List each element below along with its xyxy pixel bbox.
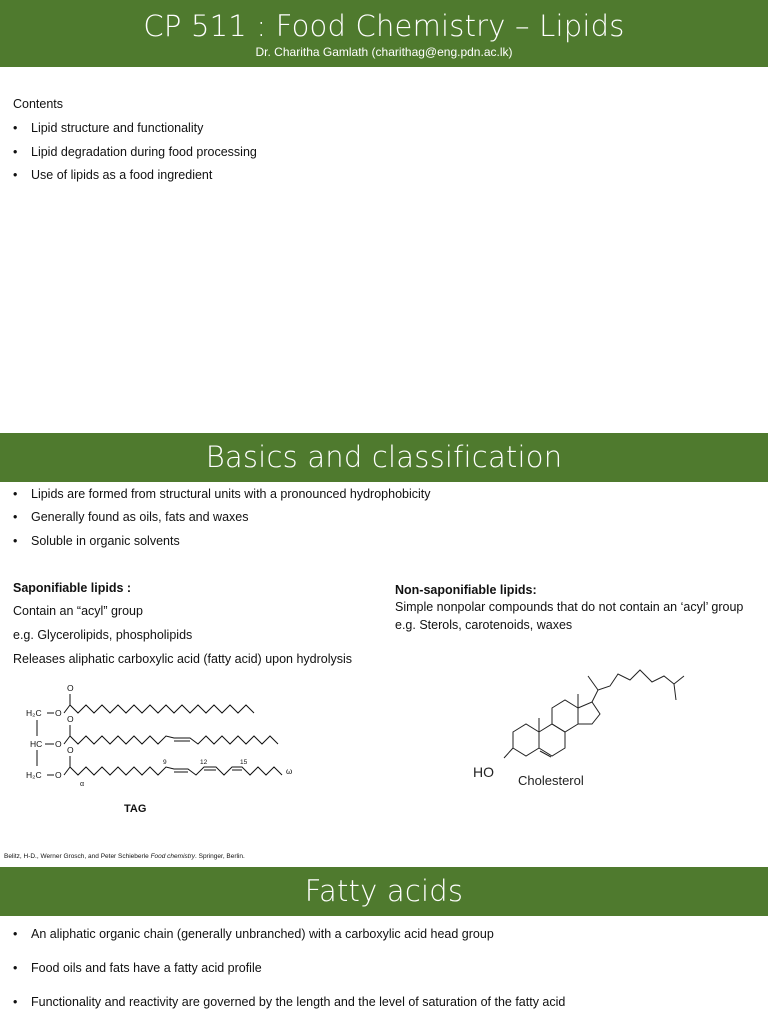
chain-2 xyxy=(70,736,278,744)
ring-a xyxy=(513,724,539,756)
reference-title: Food chemistry xyxy=(150,853,195,860)
ring-d xyxy=(578,702,600,724)
contents-item-2 xyxy=(13,145,257,160)
h2c-top-label: H₂C xyxy=(26,708,42,718)
slide1-title: CP 511 : Food Chemistry – Lipids xyxy=(143,9,625,43)
alpha-label: α xyxy=(80,781,85,788)
bullet: • xyxy=(13,534,18,548)
ester-bond xyxy=(64,767,70,775)
basics-item-3 xyxy=(13,534,180,549)
chain-1 xyxy=(70,705,254,713)
o-label: O xyxy=(55,708,62,718)
saponifiable-line-3: Releases aliphatic carboxylic acid (fatty acid) upon hydrolysis xyxy=(13,652,353,666)
position-15-label: 15 xyxy=(240,759,248,766)
contents-item-1-text: Lipid structure and functionality xyxy=(31,121,204,135)
bullet: • xyxy=(13,995,18,1009)
basics-item-1-text: Lipids are formed from structural units with a pronounced hydrophobicity xyxy=(31,487,431,501)
o-label: O xyxy=(55,739,62,749)
fatty-acids-item-1-text: An aliphatic organic chain (generally unbranched) with a carboxylic acid head group xyxy=(31,927,494,941)
non-saponifiable-line-1: Simple nonpolar compounds that do not contain an ‘acyl’ group xyxy=(395,600,744,614)
ester-bond xyxy=(64,736,70,744)
o-label: O xyxy=(67,714,74,724)
o-label: O xyxy=(55,770,62,780)
contents-heading: Contents xyxy=(13,97,64,111)
bullet: • xyxy=(13,168,18,182)
slide2-title: Basics and classification xyxy=(205,440,563,474)
side-chain-methyl xyxy=(674,684,676,700)
bullet: • xyxy=(13,961,18,975)
h2c-bottom-label: H₂C xyxy=(26,770,42,780)
hc-label: HC xyxy=(30,739,43,749)
tag-caption: TAG xyxy=(124,803,147,815)
bullet: • xyxy=(13,487,18,501)
saponifiable-line-1: Contain an “acyl” group xyxy=(13,604,143,618)
ring-c xyxy=(552,700,578,732)
bullet: • xyxy=(13,145,18,159)
fatty-acids-item-1 xyxy=(13,927,494,942)
tag-structure-figure xyxy=(20,680,310,820)
basics-item-2 xyxy=(13,510,248,525)
contents-item-3-text: Use of lipids as a food ingredient xyxy=(31,168,213,182)
basics-item-1 xyxy=(13,487,431,502)
omega-label: ω xyxy=(286,767,293,776)
basics-item-3-text: Soluble in organic solvents xyxy=(31,534,180,548)
reference-publisher: . Springer, Berlin. xyxy=(195,853,245,860)
hydroxyl-bond xyxy=(504,748,513,758)
ho-label: HO xyxy=(473,764,494,780)
contents-item-3 xyxy=(13,168,212,183)
position-9-label: 9 xyxy=(163,759,167,766)
slide1-header-band xyxy=(0,0,768,67)
contents-item-1 xyxy=(13,121,203,136)
bullet: • xyxy=(13,121,18,135)
fatty-acids-item-2-text: Food oils and fats have a fatty acid profile xyxy=(31,961,262,975)
basics-item-2-text: Generally found as oils, fats and waxes xyxy=(31,510,249,524)
chain-3 xyxy=(70,767,282,775)
cholesterol-structure-figure xyxy=(470,662,700,792)
o-label: O xyxy=(67,683,74,693)
slide3-title: Fatty acids xyxy=(304,874,464,908)
side-chain-methyl xyxy=(588,676,598,690)
ring-b xyxy=(539,724,565,756)
position-12-label: 12 xyxy=(200,759,208,766)
saponifiable-line-2: e.g. Glycerolipids, phospholipids xyxy=(13,628,193,642)
reference-citation xyxy=(4,853,245,861)
non-saponifiable-heading: Non-saponifiable lipids: xyxy=(395,583,537,597)
slide2-header-band xyxy=(0,433,768,482)
slide3-header-band xyxy=(0,867,768,916)
bullet: • xyxy=(13,510,18,524)
non-saponifiable-line-2: e.g. Sterols, carotenoids, waxes xyxy=(395,618,573,632)
cholesterol-label: Cholesterol xyxy=(518,773,584,788)
fatty-acids-item-3 xyxy=(13,995,565,1010)
side-chain xyxy=(592,670,684,702)
reference-authors: Belitz, H-D., Werner Grosch, and Peter Schieberle xyxy=(4,853,151,860)
contents-item-2-text: Lipid degradation during food processing xyxy=(31,145,257,159)
bullet: • xyxy=(13,927,18,941)
o-label: O xyxy=(67,745,74,755)
slide1-subtitle: Dr. Charitha Gamlath (charithag@eng.pdn.ac.lk) xyxy=(255,45,513,59)
saponifiable-heading: Saponifiable lipids : xyxy=(13,581,132,595)
fatty-acids-item-3-text: Functionality and reactivity are governed by the length and the level of saturation of the fatty acid xyxy=(31,995,566,1009)
fatty-acids-item-2 xyxy=(13,961,262,976)
ester-bond xyxy=(64,705,70,713)
